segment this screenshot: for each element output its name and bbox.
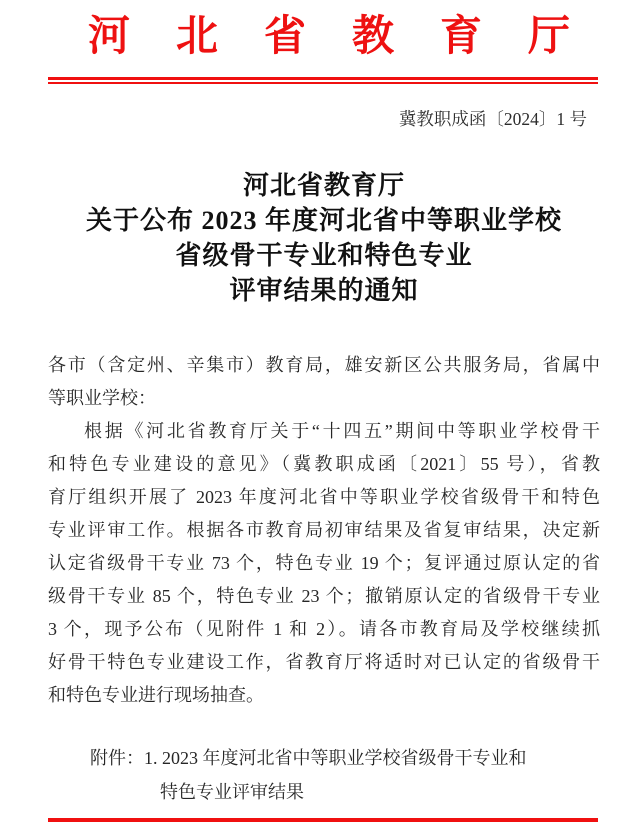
footer-divider-line: [48, 818, 598, 822]
body-line: 和特色专业进行现场抽查。: [48, 685, 264, 705]
body-line: 根据《河北省教育厅关于“十四五”期间中等职业学校骨干: [84, 421, 600, 441]
notice-title: [48, 168, 600, 308]
body-line: 各市（含定州、辛集市）教育局，雄安新区公共服务局，省属中: [48, 355, 600, 375]
title-line-1: 河北省教育厅: [242, 171, 405, 200]
body-line: 和特色专业建设的意见》（冀教职成函〔2021〕55 号），省教: [48, 454, 600, 474]
body-line: 级骨干专业 85 个，特色专业 23 个；撤销原认定的省级骨干专业: [48, 586, 600, 606]
body-line: 专业评审工作。根据各市教育局初审结果及省复审结果，决定新: [48, 520, 600, 540]
body-line: 好骨干特色专业建设工作，省教育厅将适时对已认定的省级骨干: [48, 652, 600, 672]
title-line-2: 关于公布 2023 年度河北省中等职业学校: [85, 206, 562, 235]
body-line: 等职业学校：: [48, 388, 156, 408]
header-divider-line: [48, 77, 598, 84]
body-line: 3 个，现予公布（见附件 1 和 2）。请各市教育局及学校继续抓: [48, 619, 600, 639]
title-line-3: 省级骨干专业和特色专业: [175, 241, 473, 270]
agency-letterhead: 河北省教育厅: [88, 14, 617, 60]
body-line: 认定省级骨干专业 73 个，特色专业 19 个；复评通过原认定的省: [48, 553, 600, 573]
notice-body: [48, 349, 600, 712]
body-line: 育厅组织开展了 2023 年度河北省中等职业学校省级骨干和特色: [48, 487, 600, 507]
title-line-4: 评审结果的通知: [229, 276, 419, 305]
attachment-line-1: 附件：1. 2023 年度河北省中等职业学校省级骨干专业和: [90, 748, 527, 768]
attachment-section: [48, 741, 600, 809]
attachment-line-2: 特色专业评审结果: [160, 782, 304, 802]
document-number: 冀教职成函〔2024〕1 号: [398, 109, 587, 129]
